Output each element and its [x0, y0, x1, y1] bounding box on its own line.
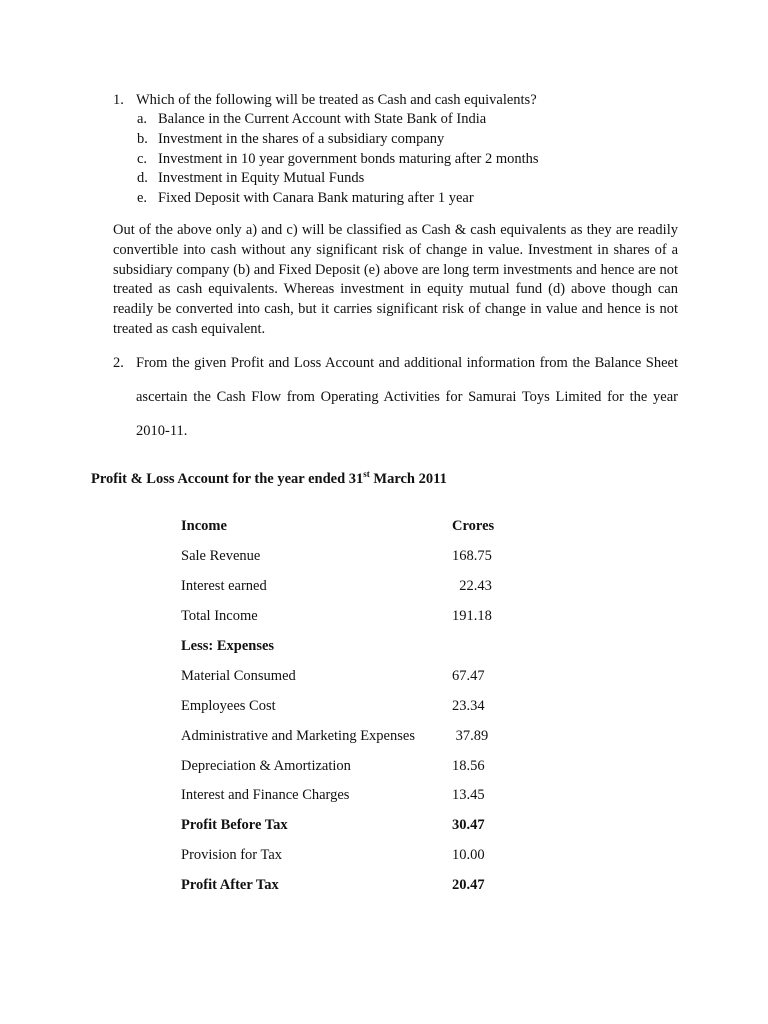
question-2-number: 2.: [113, 355, 124, 371]
row-label: Profit After Tax: [181, 877, 279, 894]
option-text: Investment in the shares of a subsidiary company: [158, 130, 445, 147]
option-letter: d.: [137, 170, 148, 187]
option-text: Investment in 10 year government bonds maturing after 2 months: [158, 150, 539, 167]
pl-account-heading: [91, 468, 447, 490]
option-d: [137, 169, 539, 189]
row-label: Less: Expenses: [181, 638, 275, 654]
table-row: [181, 781, 512, 811]
row-label: Depreciation & Amortization: [181, 757, 351, 774]
option-letter: b.: [137, 130, 148, 147]
row-label: Administrative and Marketing Expenses: [181, 727, 415, 744]
row-amount: 67.47: [452, 667, 485, 684]
option-text: Fixed Deposit with Canara Bank maturing after 1 year: [158, 190, 474, 207]
option-letter: e.: [137, 190, 148, 207]
pl-heading-date: March 2011: [369, 471, 447, 487]
row-amount: 10.00: [452, 847, 485, 864]
row-label: Total Income: [181, 608, 258, 625]
row-amount: 18.56: [452, 757, 485, 774]
question-1: [113, 90, 537, 110]
option-b: [137, 130, 539, 150]
row-label: Interest and Finance Charges: [181, 787, 350, 804]
question-1-text: Which of the following will be treated as Cash and cash equivalents?: [136, 92, 537, 108]
table-row: [181, 572, 512, 602]
question-2-text: From the given Profit and Loss Account and additional information from the Balance Sheet ascertain the Cash Flow from Operating Activities for Samurai Toys Limited for the year 2010-11.: [136, 355, 678, 439]
option-text: Balance in the Current Account with State Bank of India: [158, 111, 487, 127]
pl-account-table: [181, 512, 512, 901]
row-amount: 30.47: [452, 817, 485, 834]
table-row: [181, 751, 512, 781]
row-amount: 23.34: [452, 697, 485, 714]
option-letter: a.: [137, 111, 148, 127]
option-c: [137, 150, 539, 170]
row-amount: 20.47: [452, 877, 485, 894]
table-row: [181, 871, 512, 901]
table-row: [181, 691, 512, 721]
row-label: Sale Revenue: [181, 548, 261, 565]
row-amount: 168.75: [452, 548, 492, 565]
table-row: [181, 721, 512, 751]
question-1-answer: Out of the above only a) and c) will be classified as Cash & cash equivalents as they are readily convertible into cash without any significant risk of change in value. Investment in shares of a subsidiary company (b) and Fixed Deposit (e) above are long term investments and hence are not treated as cash equivalents. Whereas investment in equity mutual fund (d) above though can readily be converted into cash, but it carries significant risk of change in value and hence is not treated as cash equivalent.: [113, 222, 678, 337]
question-1-number: 1.: [113, 92, 124, 108]
option-letter: c.: [137, 150, 148, 167]
question-1-options: [137, 110, 539, 209]
row-amount: [452, 632, 512, 662]
table-row: [181, 841, 512, 871]
pl-rows: [181, 542, 512, 901]
row-label: Material Consumed: [181, 667, 296, 684]
row-label: Employees Cost: [181, 697, 276, 714]
pl-heading-superscript: st: [363, 469, 370, 479]
row-amount: 191.18: [452, 608, 492, 625]
option-e: [137, 189, 539, 209]
row-amount: 13.45: [452, 787, 485, 804]
table-row: [181, 602, 512, 632]
option-a: [137, 110, 539, 130]
row-label: Interest earned: [181, 578, 267, 595]
option-text: Investment in Equity Mutual Funds: [158, 170, 365, 187]
table-row: [181, 661, 512, 691]
income-header: Income: [181, 518, 227, 535]
crores-header: Crores: [452, 518, 495, 535]
row-amount: 22.43: [452, 578, 492, 595]
table-row: [181, 632, 512, 662]
table-row: [181, 542, 512, 572]
table-row: [181, 811, 512, 841]
row-label: Profit Before Tax: [181, 817, 288, 834]
pl-heading-text: Profit & Loss Account for the year ended 31: [91, 471, 364, 487]
table-header-row: [181, 512, 512, 542]
row-label: Provision for Tax: [181, 847, 283, 864]
row-amount: 37.89: [452, 727, 489, 744]
